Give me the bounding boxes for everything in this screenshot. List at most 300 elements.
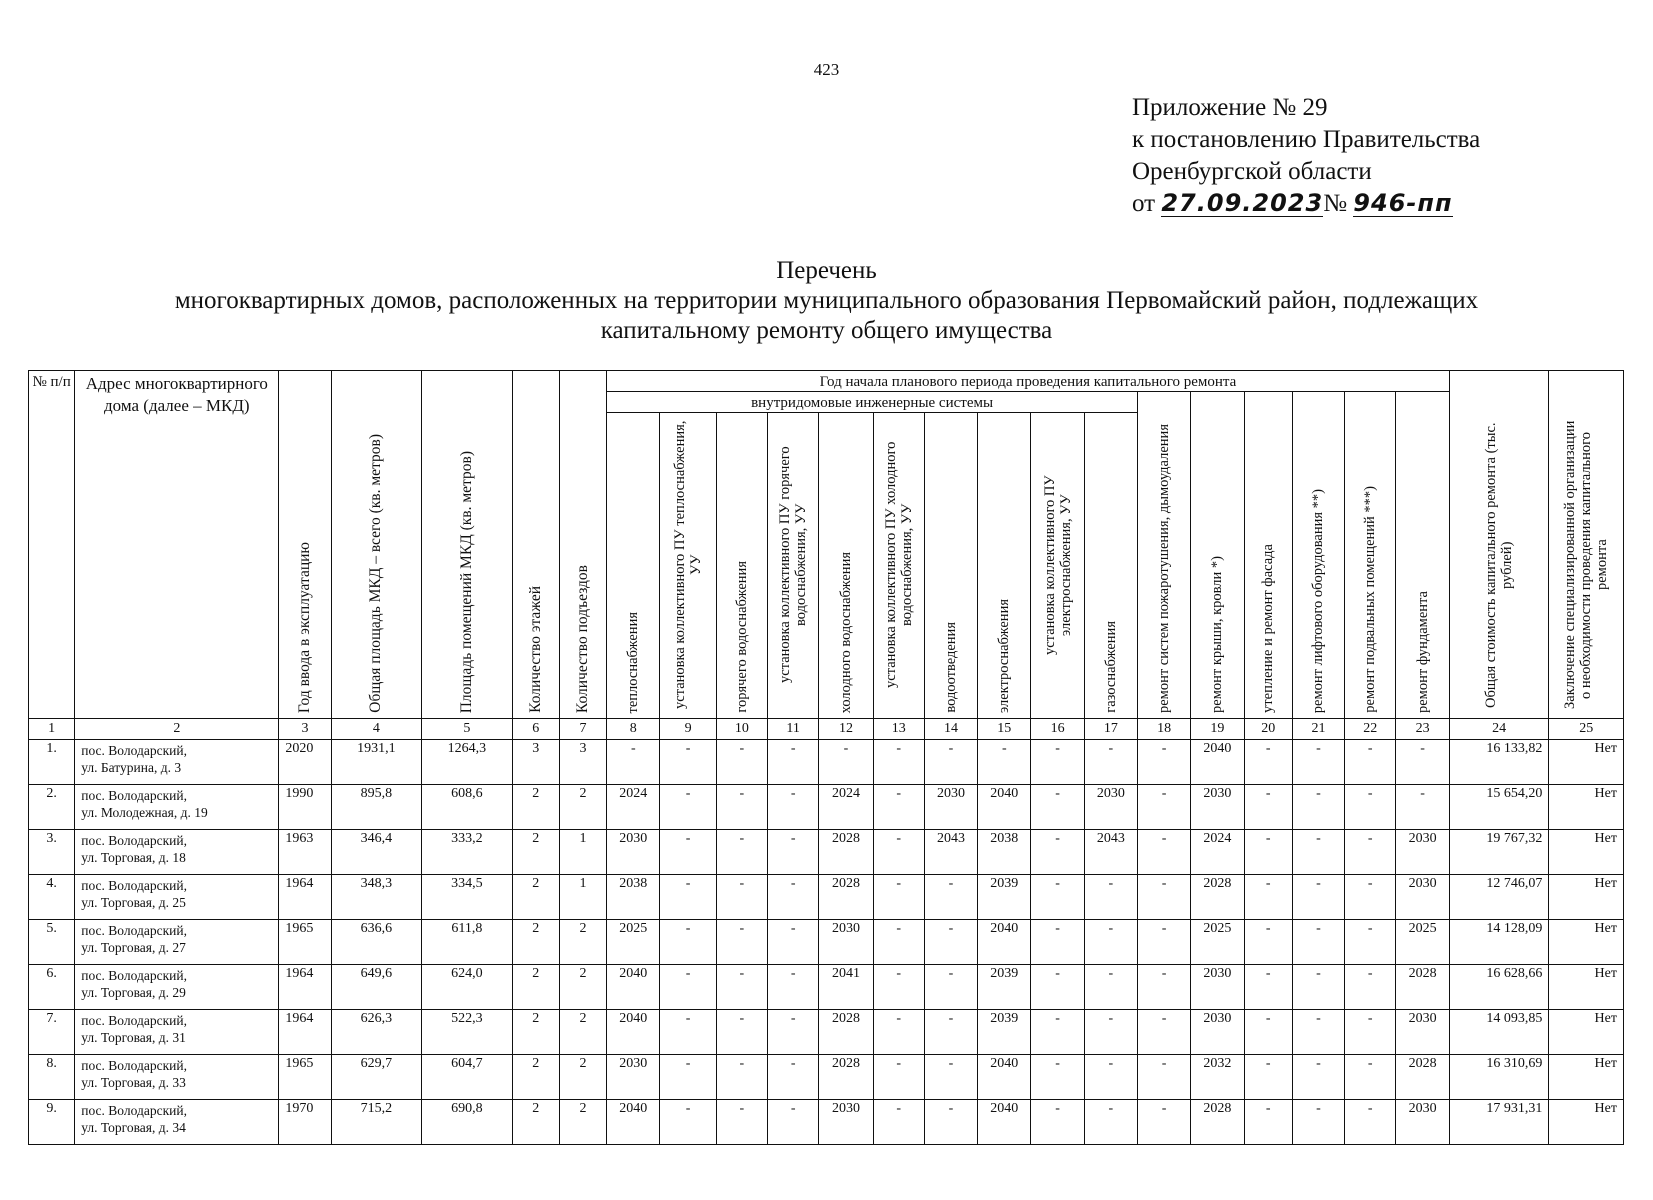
cell-cold-water-year: 2024 — [819, 785, 873, 830]
cell-gas-year: 2043 — [1084, 830, 1137, 875]
cell-entrances: 1 — [559, 830, 606, 875]
column-number: 14 — [924, 719, 977, 740]
cell-entrances: 3 — [559, 740, 606, 785]
cell-premises-area: 611,8 — [422, 920, 513, 965]
cell-total-area: 715,2 — [331, 1100, 422, 1145]
cell-heating-meter-year: - — [660, 1010, 716, 1055]
address-line-2: ул. Торговая, д. 25 — [81, 895, 186, 910]
cell-premises-area: 522,3 — [422, 1010, 513, 1055]
cell-premises-area: 624,0 — [422, 965, 513, 1010]
header-num: № п/п — [29, 371, 75, 719]
appendix-line-1: Приложение № 29 — [1132, 94, 1328, 121]
title-line-3: капитальному ремонту общего имущества — [600, 317, 1053, 344]
header-floors: Количество этажей — [512, 371, 559, 719]
cell-heating-meter-year: - — [660, 1055, 716, 1100]
cell-cold-water-meter-year: - — [873, 740, 924, 785]
cell-heating-meter-year: - — [660, 785, 716, 830]
cell-electricity-meter-year: - — [1031, 920, 1084, 965]
cell-hot-water-year: - — [716, 875, 767, 920]
cell-conclusion: Нет — [1549, 1055, 1624, 1100]
cell-electricity-meter-year: - — [1031, 875, 1084, 920]
cell-gas-year: - — [1084, 1055, 1137, 1100]
cell-address — [75, 1100, 279, 1145]
cell-total-cost: 16 310,69 — [1449, 1055, 1549, 1100]
cell-address — [75, 1010, 279, 1055]
cell-entrances: 2 — [559, 1055, 606, 1100]
cell-heating-year: 2025 — [607, 920, 660, 965]
header-cold-water-meter: установка коллективного ПУ холодного водоснабжения, УУ — [873, 413, 924, 719]
cell-foundation-year: 2030 — [1396, 875, 1449, 920]
cell-drainage-year: - — [924, 920, 977, 965]
cell-total-cost: 14 093,85 — [1449, 1010, 1549, 1055]
cell-address — [75, 785, 279, 830]
cell-floors: 2 — [512, 875, 559, 920]
cell-foundation-year: - — [1396, 740, 1449, 785]
cell-hot-water-meter-year: - — [768, 740, 819, 785]
cell-electricity-meter-year: - — [1031, 740, 1084, 785]
cell-basement-year: - — [1345, 785, 1396, 830]
address-line-1: пос. Володарский, — [81, 1103, 187, 1118]
cell-year-built: 1990 — [279, 785, 331, 830]
cell-heating-meter-year: - — [660, 740, 716, 785]
cell-heating-year: 2040 — [607, 1100, 660, 1145]
cell-address — [75, 875, 279, 920]
cell-total-cost: 14 128,09 — [1449, 920, 1549, 965]
cell-hot-water-meter-year: - — [768, 1100, 819, 1145]
column-number: 10 — [716, 719, 767, 740]
cell-address — [75, 1055, 279, 1100]
cell-entrances: 2 — [559, 785, 606, 830]
table-row — [29, 875, 1624, 920]
cell-entrances: 2 — [559, 1100, 606, 1145]
column-number: 21 — [1292, 719, 1344, 740]
cell-gas-year: - — [1084, 1100, 1137, 1145]
cell-hot-water-year: - — [716, 1100, 767, 1145]
cell-electricity-year: 2039 — [978, 875, 1031, 920]
title-line-2: многоквартирных домов, расположенных на территории муниципального образования Первомайский район, подлежащих — [174, 287, 1479, 314]
cell-row-number: 1. — [29, 740, 75, 785]
cell-facade-year: - — [1244, 830, 1292, 875]
cell-premises-area: 333,2 — [422, 830, 513, 875]
handwritten-date: 27.09.2023 — [1161, 189, 1324, 217]
cell-row-number: 6. — [29, 965, 75, 1010]
table-row — [29, 920, 1624, 965]
address-line-2: ул. Торговая, д. 27 — [81, 940, 186, 955]
header-facade: утепление и ремонт фасада — [1244, 392, 1292, 719]
cell-drainage-year: - — [924, 1055, 977, 1100]
cell-fire-systems-year: - — [1138, 830, 1191, 875]
cell-total-cost: 19 767,32 — [1449, 830, 1549, 875]
cell-electricity-year: 2040 — [978, 1055, 1031, 1100]
column-number: 12 — [819, 719, 873, 740]
cell-year-built: 1963 — [279, 830, 331, 875]
address-line-1: пос. Володарский, — [81, 788, 187, 803]
cell-drainage-year: - — [924, 965, 977, 1010]
cell-row-number: 8. — [29, 1055, 75, 1100]
housing-repair-table — [28, 370, 1624, 1145]
cell-elevator-year: - — [1292, 920, 1344, 965]
cell-total-cost: 17 931,31 — [1449, 1100, 1549, 1145]
header-cold-water: холодного водоснабжения — [819, 413, 873, 719]
cell-electricity-meter-year: - — [1031, 1100, 1084, 1145]
address-line-1: пос. Володарский, — [81, 878, 187, 893]
cell-hot-water-meter-year: - — [768, 920, 819, 965]
cell-floors: 2 — [512, 1100, 559, 1145]
cell-elevator-year: - — [1292, 965, 1344, 1010]
cell-conclusion: Нет — [1549, 920, 1624, 965]
cell-floors: 2 — [512, 1010, 559, 1055]
cell-heating-year: - — [607, 740, 660, 785]
column-number: 16 — [1031, 719, 1084, 740]
cell-elevator-year: - — [1292, 830, 1344, 875]
column-number: 1 — [29, 719, 75, 740]
column-number: 11 — [768, 719, 819, 740]
cell-basement-year: - — [1345, 830, 1396, 875]
cell-heating-meter-year: - — [660, 875, 716, 920]
column-number: 3 — [279, 719, 331, 740]
cell-electricity-meter-year: - — [1031, 1010, 1084, 1055]
header-heating: теплоснабжения — [607, 413, 660, 719]
cell-floors: 2 — [512, 830, 559, 875]
address-line-2: ул. Торговая, д. 31 — [81, 1030, 186, 1045]
header-conclusion: Заключение специализированной организации о необходимости проведения капитального ремонта — [1549, 371, 1624, 719]
address-line-2: ул. Молодежная, д. 19 — [81, 805, 208, 820]
appendix-from-prefix: от — [1132, 190, 1156, 217]
cell-total-area: 626,3 — [331, 1010, 422, 1055]
header-year: Год ввода в эксплуатацию — [279, 371, 331, 719]
cell-fire-systems-year: - — [1138, 1100, 1191, 1145]
cell-foundation-year: 2030 — [1396, 1010, 1449, 1055]
cell-electricity-meter-year: - — [1031, 830, 1084, 875]
column-number: 22 — [1345, 719, 1396, 740]
cell-year-built: 2020 — [279, 740, 331, 785]
cell-basement-year: - — [1345, 740, 1396, 785]
cell-total-cost: 12 746,07 — [1449, 875, 1549, 920]
table-row — [29, 830, 1624, 875]
header-gas: газоснабжения — [1084, 413, 1137, 719]
header-premises-area: Площадь помещений МКД (кв. метров) — [422, 371, 513, 719]
cell-drainage-year: 2043 — [924, 830, 977, 875]
cell-floors: 2 — [512, 785, 559, 830]
cell-roof-year: 2024 — [1191, 830, 1244, 875]
cell-cold-water-year: 2028 — [819, 1055, 873, 1100]
header-total-area: Общая площадь МКД – всего (кв. метров) — [331, 371, 422, 719]
cell-row-number: 4. — [29, 875, 75, 920]
cell-electricity-year: 2039 — [978, 1010, 1031, 1055]
cell-heating-meter-year: - — [660, 920, 716, 965]
cell-premises-area: 604,7 — [422, 1055, 513, 1100]
appendix-line-2: к постановлению Правительства — [1132, 126, 1481, 153]
cell-total-area: 649,6 — [331, 965, 422, 1010]
cell-hot-water-meter-year: - — [768, 1010, 819, 1055]
cell-year-built: 1965 — [279, 1055, 331, 1100]
header-heating-meter: установка коллективного ПУ теплоснабжения, УУ — [660, 413, 716, 719]
cell-heating-meter-year: - — [660, 830, 716, 875]
cell-facade-year: - — [1244, 1055, 1292, 1100]
cell-cold-water-meter-year: - — [873, 785, 924, 830]
table-body — [29, 740, 1624, 1145]
column-number: 25 — [1549, 719, 1624, 740]
cell-premises-area: 1264,3 — [422, 740, 513, 785]
header-drainage: водоотведения — [924, 413, 977, 719]
cell-fire-systems-year: - — [1138, 965, 1191, 1010]
cell-facade-year: - — [1244, 875, 1292, 920]
cell-elevator-year: - — [1292, 875, 1344, 920]
cell-premises-area: 334,5 — [422, 875, 513, 920]
cell-basement-year: - — [1345, 965, 1396, 1010]
cell-conclusion: Нет — [1549, 875, 1624, 920]
cell-electricity-year: 2040 — [978, 785, 1031, 830]
cell-hot-water-year: - — [716, 830, 767, 875]
cell-foundation-year: 2030 — [1396, 1100, 1449, 1145]
header-electricity: электроснабжения — [978, 413, 1031, 719]
column-number: 24 — [1449, 719, 1549, 740]
cell-row-number: 5. — [29, 920, 75, 965]
address-line-2: ул. Торговая, д. 33 — [81, 1075, 186, 1090]
cell-gas-year: - — [1084, 965, 1137, 1010]
header-elevator: ремонт лифтового оборудования **) — [1292, 392, 1344, 719]
cell-hot-water-meter-year: - — [768, 1055, 819, 1100]
cell-total-area: 895,8 — [331, 785, 422, 830]
cell-hot-water-meter-year: - — [768, 785, 819, 830]
cell-total-cost: 16 133,82 — [1449, 740, 1549, 785]
cell-year-built: 1964 — [279, 875, 331, 920]
cell-hot-water-year: - — [716, 920, 767, 965]
cell-cold-water-year: - — [819, 740, 873, 785]
cell-elevator-year: - — [1292, 1010, 1344, 1055]
cell-fire-systems-year: - — [1138, 920, 1191, 965]
document-title — [0, 256, 1653, 346]
appendix-number-sign: № — [1323, 190, 1348, 217]
cell-electricity-meter-year: - — [1031, 965, 1084, 1010]
cell-conclusion: Нет — [1549, 1010, 1624, 1055]
address-line-1: пос. Володарский, — [81, 923, 187, 938]
column-number-row — [29, 719, 1624, 740]
cell-facade-year: - — [1244, 920, 1292, 965]
cell-row-number: 3. — [29, 830, 75, 875]
cell-total-area: 346,4 — [331, 830, 422, 875]
cell-drainage-year: - — [924, 740, 977, 785]
cell-electricity-meter-year: - — [1031, 785, 1084, 830]
cell-floors: 2 — [512, 920, 559, 965]
cell-cold-water-meter-year: - — [873, 1010, 924, 1055]
cell-heating-meter-year: - — [660, 965, 716, 1010]
cell-foundation-year: 2028 — [1396, 965, 1449, 1010]
cell-fire-systems-year: - — [1138, 1010, 1191, 1055]
cell-cold-water-meter-year: - — [873, 875, 924, 920]
column-number: 8 — [607, 719, 660, 740]
page-number: 423 — [813, 60, 840, 79]
cell-fire-systems-year: - — [1138, 1055, 1191, 1100]
cell-foundation-year: 2028 — [1396, 1055, 1449, 1100]
address-line-2: ул. Батурина, д. 3 — [81, 760, 182, 775]
cell-fire-systems-year: - — [1138, 740, 1191, 785]
cell-floors: 2 — [512, 1055, 559, 1100]
cell-roof-year: 2030 — [1191, 1010, 1244, 1055]
cell-elevator-year: - — [1292, 1100, 1344, 1145]
column-number: 4 — [331, 719, 422, 740]
cell-hot-water-year: - — [716, 740, 767, 785]
cell-roof-year: 2028 — [1191, 1100, 1244, 1145]
cell-year-built: 1970 — [279, 1100, 331, 1145]
cell-facade-year: - — [1244, 965, 1292, 1010]
cell-cold-water-year: 2028 — [819, 875, 873, 920]
cell-roof-year: 2030 — [1191, 965, 1244, 1010]
cell-elevator-year: - — [1292, 1055, 1344, 1100]
cell-floors: 3 — [512, 740, 559, 785]
table-row — [29, 785, 1624, 830]
cell-year-built: 1964 — [279, 965, 331, 1010]
cell-electricity-meter-year: - — [1031, 1055, 1084, 1100]
cell-floors: 2 — [512, 965, 559, 1010]
cell-address — [75, 740, 279, 785]
cell-heating-year: 2030 — [607, 830, 660, 875]
cell-roof-year: 2028 — [1191, 875, 1244, 920]
cell-gas-year: - — [1084, 1010, 1137, 1055]
cell-entrances: 2 — [559, 920, 606, 965]
cell-basement-year: - — [1345, 1010, 1396, 1055]
cell-gas-year: - — [1084, 740, 1137, 785]
cell-drainage-year: - — [924, 875, 977, 920]
cell-basement-year: - — [1345, 920, 1396, 965]
cell-drainage-year: - — [924, 1010, 977, 1055]
cell-facade-year: - — [1244, 785, 1292, 830]
cell-roof-year: 2032 — [1191, 1055, 1244, 1100]
cell-total-area: 348,3 — [331, 875, 422, 920]
cell-basement-year: - — [1345, 1055, 1396, 1100]
cell-heating-meter-year: - — [660, 1100, 716, 1145]
column-number: 9 — [660, 719, 716, 740]
cell-cold-water-meter-year: - — [873, 1055, 924, 1100]
cell-total-cost: 15 654,20 — [1449, 785, 1549, 830]
cell-electricity-year: 2038 — [978, 830, 1031, 875]
header-hot-water: горячего водоснабжения — [716, 413, 767, 719]
cell-facade-year: - — [1244, 1100, 1292, 1145]
cell-hot-water-year: - — [716, 1010, 767, 1055]
cell-conclusion: Нет — [1549, 785, 1624, 830]
header-basement: ремонт подвальных помещений ***) — [1345, 392, 1396, 719]
header-roof: ремонт крыши, кровли *) — [1191, 392, 1244, 719]
cell-premises-area: 608,6 — [422, 785, 513, 830]
cell-cold-water-year: 2041 — [819, 965, 873, 1010]
column-number: 5 — [422, 719, 513, 740]
header-hot-water-meter: установка коллективного ПУ горячего водоснабжения, УУ — [768, 413, 819, 719]
cell-entrances: 1 — [559, 875, 606, 920]
appendix-line-4 — [1132, 188, 1480, 220]
cell-gas-year: 2030 — [1084, 785, 1137, 830]
cell-heating-year: 2030 — [607, 1055, 660, 1100]
header-total-cost: Общая стоимость капитального ремонта (тыс. рублей) — [1449, 371, 1549, 719]
cell-fire-systems-year: - — [1138, 785, 1191, 830]
cell-entrances: 2 — [559, 965, 606, 1010]
cell-conclusion: Нет — [1549, 740, 1624, 785]
appendix-line-3: Оренбургской области — [1132, 158, 1372, 185]
cell-conclusion: Нет — [1549, 965, 1624, 1010]
handwritten-number: 946-пп — [1353, 189, 1453, 217]
cell-cold-water-meter-year: - — [873, 1100, 924, 1145]
cell-hot-water-meter-year: - — [768, 965, 819, 1010]
cell-electricity-year: 2040 — [978, 1100, 1031, 1145]
address-line-2: ул. Торговая, д. 18 — [81, 850, 186, 865]
table-row — [29, 1010, 1624, 1055]
cell-hot-water-year: - — [716, 785, 767, 830]
cell-total-cost: 16 628,66 — [1449, 965, 1549, 1010]
cell-basement-year: - — [1345, 1100, 1396, 1145]
address-line-1: пос. Володарский, — [81, 743, 187, 758]
address-line-1: пос. Володарский, — [81, 1058, 187, 1073]
column-number: 19 — [1191, 719, 1244, 740]
cell-address — [75, 830, 279, 875]
column-number: 13 — [873, 719, 924, 740]
address-line-1: пос. Володарский, — [81, 1013, 187, 1028]
cell-conclusion: Нет — [1549, 830, 1624, 875]
cell-total-area: 629,7 — [331, 1055, 422, 1100]
cell-facade-year: - — [1244, 1010, 1292, 1055]
appendix-block — [1132, 92, 1480, 220]
cell-entrances: 2 — [559, 1010, 606, 1055]
header-row-1 — [29, 371, 1624, 392]
cell-gas-year: - — [1084, 875, 1137, 920]
header-electricity-meter: установка коллективного ПУ электроснабжения, УУ — [1031, 413, 1084, 719]
cell-gas-year: - — [1084, 920, 1137, 965]
header-entrances: Количество подъездов — [559, 371, 606, 719]
cell-hot-water-year: - — [716, 1055, 767, 1100]
cell-electricity-year: 2040 — [978, 920, 1031, 965]
cell-roof-year: 2025 — [1191, 920, 1244, 965]
column-number: 15 — [978, 719, 1031, 740]
column-number: 7 — [559, 719, 606, 740]
table-row — [29, 1055, 1624, 1100]
cell-roof-year: 2040 — [1191, 740, 1244, 785]
cell-heating-year: 2040 — [607, 1010, 660, 1055]
cell-cold-water-meter-year: - — [873, 965, 924, 1010]
column-number: 20 — [1244, 719, 1292, 740]
table-row — [29, 965, 1624, 1010]
column-number: 18 — [1138, 719, 1191, 740]
cell-basement-year: - — [1345, 875, 1396, 920]
cell-hot-water-year: - — [716, 965, 767, 1010]
header-group-main: Год начала планового периода проведения капитального ремонта — [607, 371, 1450, 392]
cell-premises-area: 690,8 — [422, 1100, 513, 1145]
header-foundation: ремонт фундамента — [1396, 392, 1449, 719]
cell-facade-year: - — [1244, 740, 1292, 785]
address-line-1: пос. Володарский, — [81, 968, 187, 983]
cell-roof-year: 2030 — [1191, 785, 1244, 830]
cell-hot-water-meter-year: - — [768, 875, 819, 920]
cell-drainage-year: - — [924, 1100, 977, 1145]
header-address: Адрес многоквартирного дома (далее – МКД) — [75, 371, 279, 719]
cell-elevator-year: - — [1292, 740, 1344, 785]
cell-address — [75, 965, 279, 1010]
cell-cold-water-year: 2030 — [819, 1100, 873, 1145]
column-number: 17 — [1084, 719, 1137, 740]
column-number: 2 — [75, 719, 279, 740]
cell-cold-water-year: 2028 — [819, 1010, 873, 1055]
cell-total-area: 1931,1 — [331, 740, 422, 785]
cell-conclusion: Нет — [1549, 1100, 1624, 1145]
cell-foundation-year: 2030 — [1396, 830, 1449, 875]
cell-cold-water-meter-year: - — [873, 830, 924, 875]
cell-row-number: 9. — [29, 1100, 75, 1145]
cell-heating-year: 2038 — [607, 875, 660, 920]
cell-row-number: 7. — [29, 1010, 75, 1055]
cell-electricity-year: 2039 — [978, 965, 1031, 1010]
cell-foundation-year: 2025 — [1396, 920, 1449, 965]
cell-cold-water-meter-year: - — [873, 920, 924, 965]
cell-fire-systems-year: - — [1138, 875, 1191, 920]
address-line-2: ул. Торговая, д. 34 — [81, 1120, 186, 1135]
cell-electricity-year: - — [978, 740, 1031, 785]
